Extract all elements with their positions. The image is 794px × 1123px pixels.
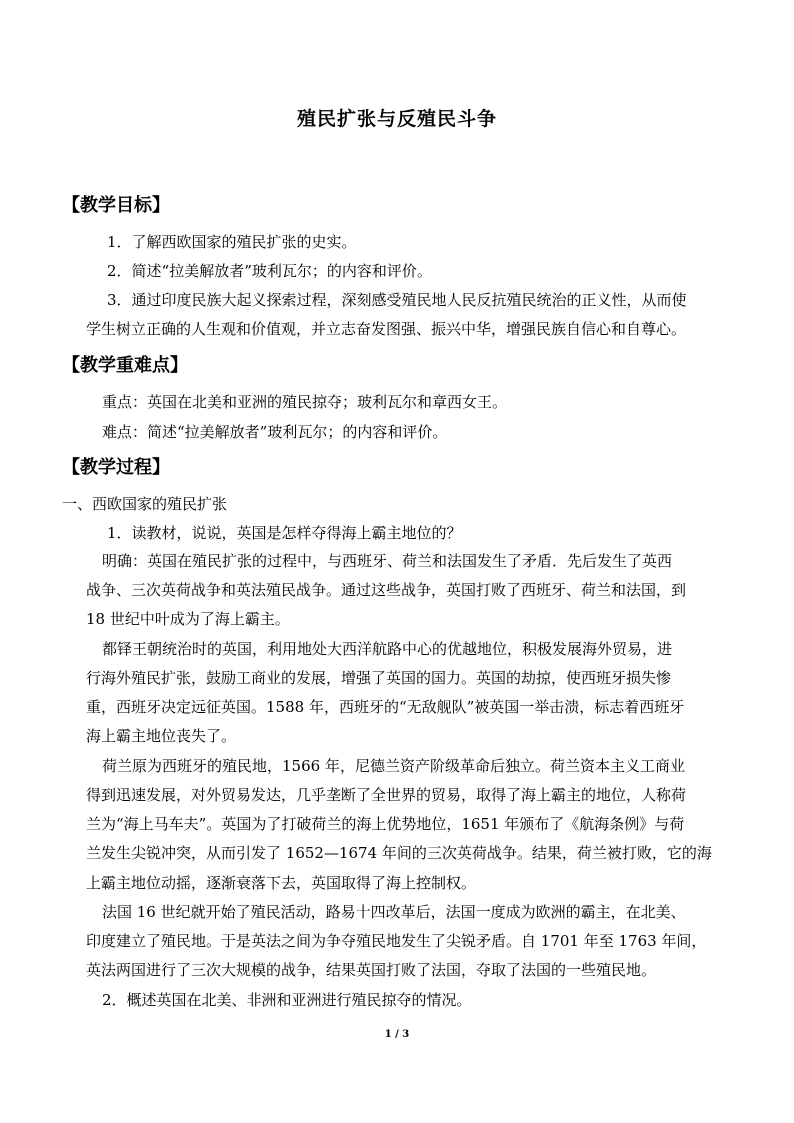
- goal-item-2: 2．简述“拉美解放者”玻利瓦尔；的内容和评价。: [107, 262, 432, 280]
- text-line: 重，西班牙决定远征英国。1588 年，西班牙的“无敌舰队”被英国一举击溃，标志着西班牙: [86, 698, 685, 716]
- text-line: 英法两国进行了三次大规模的战争，结果英国打败了法国，夺取了法国的一些殖民地。: [86, 961, 657, 979]
- text-line: 兰发生尖锐冲突，从而引发了 1652—1674 年间的三次英荷战争。结果，荷兰被打败，它的海: [86, 844, 712, 862]
- goal-item-1: 1．了解西欧国家的殖民扩张的史实。: [107, 233, 357, 251]
- page-number: 1 / 3: [384, 1029, 410, 1040]
- text-line: 18 世纪中叶成为了海上霸主。: [86, 610, 290, 628]
- text-line: 都铎王朝统治时的英国，利用地处大西洋航路中心的优越地位，积极发展海外贸易，进: [102, 640, 673, 658]
- key-point-focus: 重点：英国在北美和亚洲的殖民掠夺；玻利瓦尔和章西女王。: [102, 393, 508, 411]
- text-line: 明确：英国在殖民扩张的过程中，与西班牙、荷兰和法国发生了矛盾．先后发生了英西: [102, 552, 673, 570]
- document-title: 殖民扩张与反殖民斗争: [296, 108, 497, 130]
- heading-teaching-goals: 【教学目标】: [62, 195, 170, 216]
- heading-teaching-process: 【教学过程】: [62, 457, 170, 478]
- text-line: 法国 16 世纪就开始了殖民活动，路易十四改革后，法国一度成为欧洲的霸主，在北美、: [102, 903, 686, 921]
- question-1: 1．读教材，说说，英国是怎样夺得海上霸主地位的？: [107, 524, 462, 542]
- question-2: 2．概述英国在北美、非洲和亚洲进行殖民掠夺的情况。: [102, 991, 472, 1009]
- text-line: 印度建立了殖民地。于是英法之间为争夺殖民地发生了尖锐矛盾。自 1701 年至 1763 年间，: [86, 932, 707, 950]
- text-line: 得到迅速发展，对外贸易发达，几乎垄断了全世界的贸易，取得了海上霸主的地位，人称荷: [86, 786, 687, 804]
- goal-item-3: 3．通过印度民族大起义探索过程，深刻感受殖民地人民反抗殖民统治的正义性，从而使: [107, 291, 687, 309]
- text-line: 战争、三次英荷战争和英法殖民战争。通过这些战争，英国打败了西班牙、荷兰和法国，到: [86, 581, 687, 599]
- text-line: 兰为“海上马车夫”。英国为了打破荷兰的海上优势地位，1651 年颁布了《航海条例》与荷: [86, 815, 685, 833]
- text-line: 上霸主地位动摇，逐渐衰落下去，英国取得了海上控制权。: [86, 874, 477, 892]
- text-line: 海上霸主地位丧失了。: [86, 727, 237, 745]
- goal-item-3-cont: 学生树立正确的人生观和价值观，并立志奋发图强、振兴中华，增强民族自信心和自尊心。: [86, 320, 687, 338]
- text-line: 荷兰原为西班牙的殖民地，1566 年，尼德兰资产阶级革命后独立。荷兰资本主义工商业: [102, 757, 685, 775]
- heading-key-points: 【教学重难点】: [62, 355, 188, 376]
- text-line: 行海外殖民扩张，鼓励工商业的发展，增强了英国的国力。英国的劫掠，使西班牙损失惨: [86, 669, 672, 687]
- part-1-heading: 一、西欧国家的殖民扩张: [62, 495, 228, 513]
- key-point-difficulty: 难点：简述“拉美解放者”玻利瓦尔；的内容和评价。: [102, 423, 448, 441]
